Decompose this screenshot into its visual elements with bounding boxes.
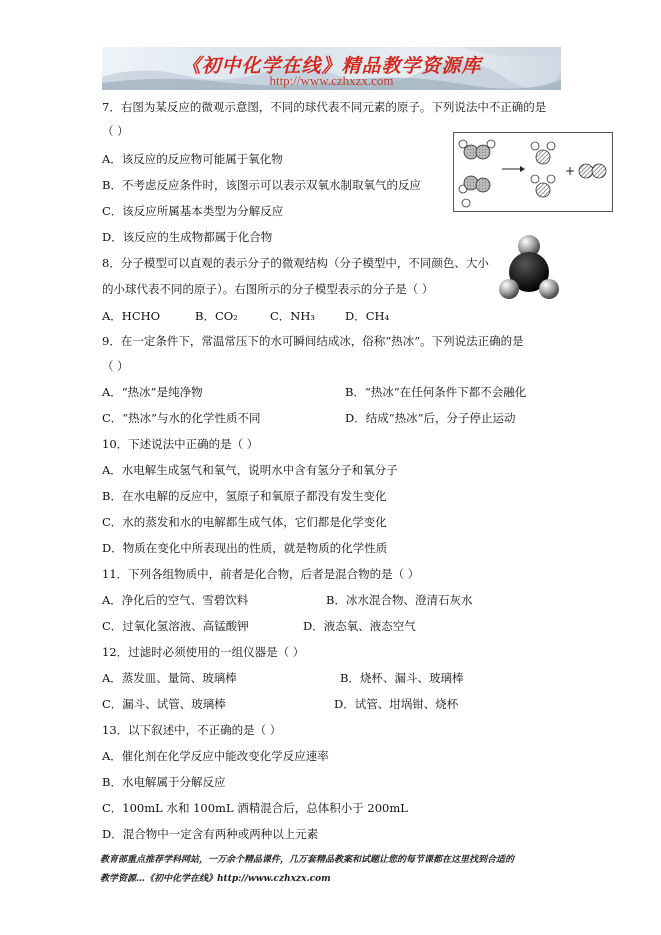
q9-option-b: B．“热冰”在任何条件下都不会融化 <box>345 385 527 399</box>
q8-option-d: D．CH₄ <box>345 309 390 323</box>
q9-stem: 9．在一定条件下，常温常压下的水可瞬间结成冰，俗称“热冰”。下列说法正确的是 <box>102 334 524 348</box>
reaction-diagram <box>453 132 613 212</box>
q12-option-d: D．试管、坩埚钳、烧杯 <box>334 697 459 711</box>
q7-option-c: C．该反应所属基本类型为分解反应 <box>102 204 284 218</box>
q13-option-c: C．100mL 水和 100mL 酒精混合后，总体积小于 200mL <box>102 801 408 815</box>
q8-option-b: B．CO₂ <box>195 309 238 323</box>
q8-stem-1: 8．分子模型可以直观的表示分子的微观结构（分子模型中，不同颜色、大小 <box>102 256 489 270</box>
q9-option-d: D．结成“热冰”后，分子停止运动 <box>345 411 516 425</box>
q13-option-b: B．水电解属于分解反应 <box>102 775 226 789</box>
q7-stem: 7．右图为某反应的微观示意图，不同的球代表不同元素的原子。下列说法中不正确的是 <box>102 100 547 114</box>
molecule-model <box>497 232 561 302</box>
q10-stem: 10．下述说法中正确的是（ ） <box>102 437 259 451</box>
q10-option-b: B．在水电解的反应中，氢原子和氧原子都没有发生变化 <box>102 489 387 503</box>
q10-option-d: D．物质在变化中所表现出的性质，就是物质的化学性质 <box>102 541 388 555</box>
q9-option-a: A．“热冰”是纯净物 <box>102 385 203 399</box>
q13-option-a: A．催化剂在化学反应中能改变化学反应速率 <box>102 749 329 763</box>
q12-option-c: C．漏斗、试管、玻璃棒 <box>102 697 226 711</box>
q12-stem: 12．过滤时必须使用的一组仪器是（ ） <box>102 645 305 659</box>
q13-stem: 13．以下叙述中，不正确的是（ ） <box>102 723 282 737</box>
molecule-model-svg <box>497 232 561 302</box>
q11-stem: 11．下列各组物质中，前者是化合物，后者是混合物的是（ ） <box>102 567 420 581</box>
q7-option-b: B．不考虑反应条件时，该图示可以表示双氧水制取氧气的反应 <box>102 178 421 192</box>
q13-option-d: D．混合物中一定含有两种或两种以上元素 <box>102 827 319 841</box>
q7-option-a: A．该反应的反应物可能属于氧化物 <box>102 152 283 166</box>
banner-title: 《初中化学在线》精品教学资源库 <box>181 55 482 77</box>
banner-url[interactable]: http://www.czhxzx.com <box>269 73 394 88</box>
q10-option-a: A．水电解生成氢气和氧气，说明水中含有氢分子和氧分子 <box>102 463 398 477</box>
q11-option-a: A．净化后的空气、雪碧饮料 <box>102 593 249 607</box>
header-banner <box>102 47 561 90</box>
footer-line-2: 教学资源…《初中化学在线》http://www.czhxzx.com <box>100 874 331 884</box>
q10-option-c: C．水的蒸发和水的电解都生成气体，它们都是化学变化 <box>102 515 387 529</box>
q9-paren: （ ） <box>102 359 129 373</box>
q9-option-c: C．“热冰”与水的化学性质不同 <box>102 411 261 425</box>
q8-option-a: A．HCHO <box>102 309 161 323</box>
q11-option-d: D．液态氧、液态空气 <box>303 619 416 633</box>
q7-paren: （ ） <box>102 124 129 138</box>
plus-sign: + <box>565 164 576 178</box>
q7-option-d: D．该反应的生成物都属于化合物 <box>102 230 273 244</box>
q12-option-b: B．烧杯、漏斗、玻璃棒 <box>340 671 464 685</box>
q11-option-c: C．过氧化氢溶液、高锰酸钾 <box>102 619 249 633</box>
q8-option-c: C．NH₃ <box>270 309 316 323</box>
q12-option-a: A．蒸发皿、量筒、玻璃棒 <box>102 671 237 685</box>
reaction-diagram-svg <box>454 133 612 211</box>
q8-stem-2: 的小球代表不同的原子）。右图所示的分子模型表示的分子是（ ） <box>102 282 434 296</box>
q11-option-b: B．冰水混合物、澄清石灰水 <box>326 593 473 607</box>
footer-line-1: 教育部重点推荐学科网站，一万余个精品课件，几万套精品教案和试题让您的每节课都在这里找到合适的 <box>100 855 515 865</box>
